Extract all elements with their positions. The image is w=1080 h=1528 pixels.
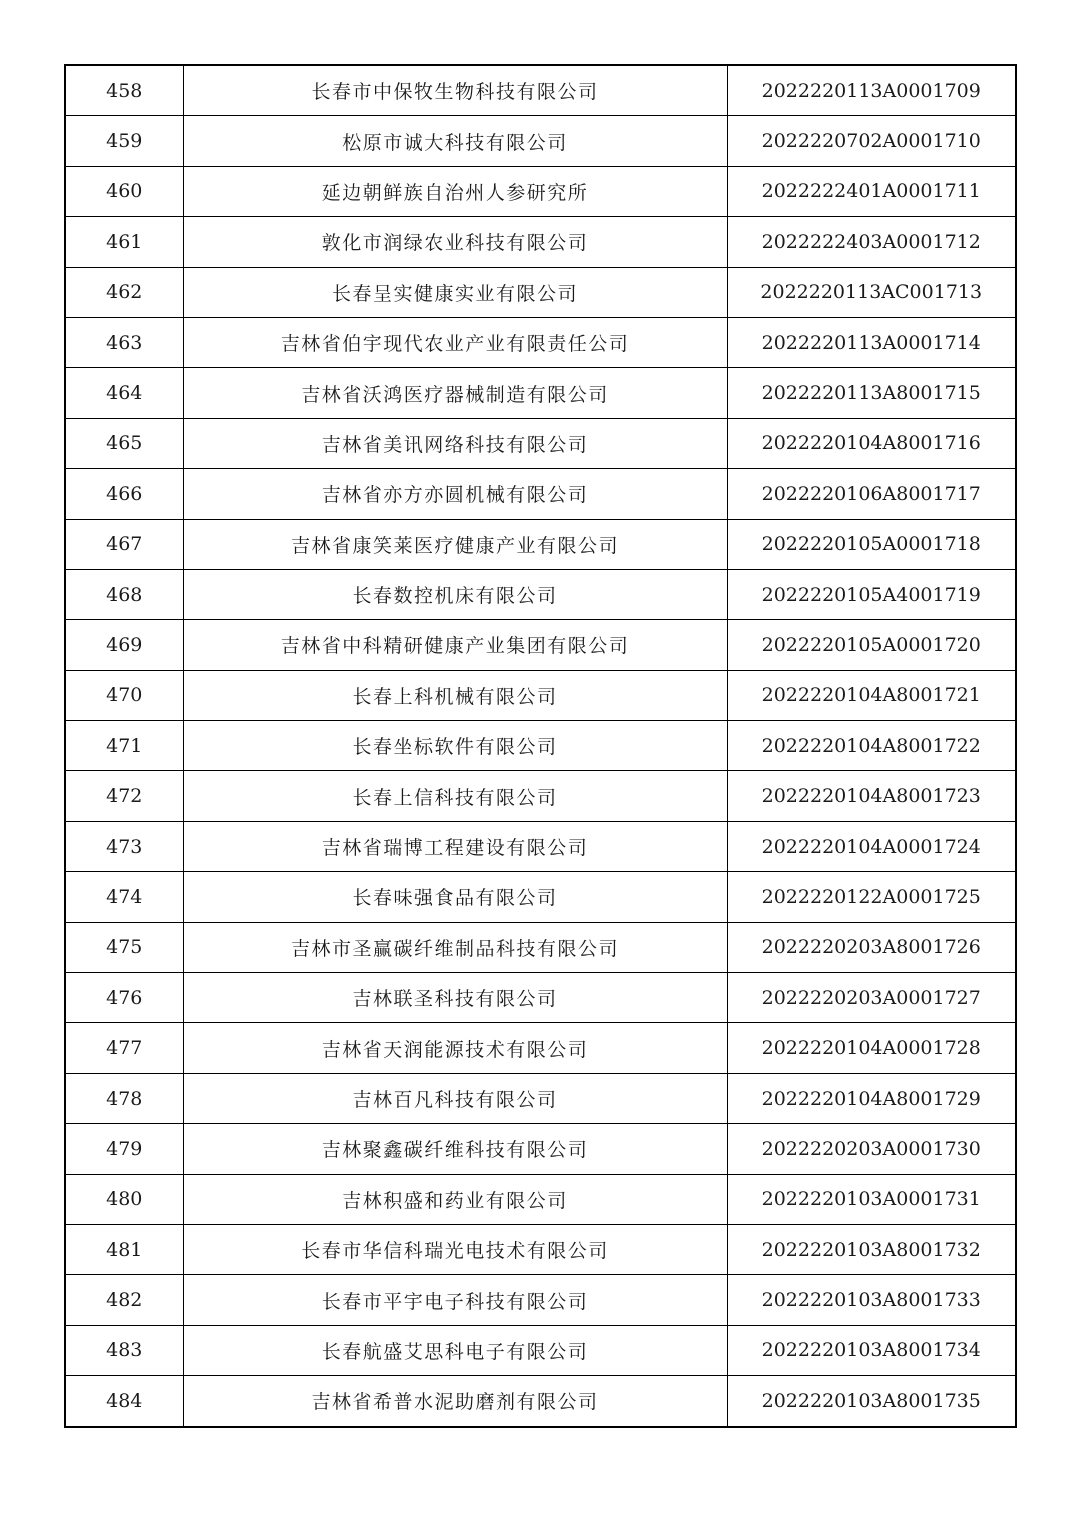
registration-code-cell: 2022220122A0001725: [727, 872, 1016, 922]
company-name-cell: 松原市诚大科技有限公司: [183, 116, 727, 166]
table-row: [65, 65, 1016, 116]
row-number-cell: 482: [65, 1275, 183, 1325]
table-row: [65, 317, 1016, 367]
company-name-cell: 吉林聚鑫碳纤维科技有限公司: [183, 1124, 727, 1174]
table-row: [65, 166, 1016, 216]
row-number-cell: 480: [65, 1174, 183, 1224]
company-name-cell: 长春市中保牧生物科技有限公司: [183, 65, 727, 116]
company-name-cell: 吉林省亦方亦圆机械有限公司: [183, 469, 727, 519]
table-row: [65, 116, 1016, 166]
company-registry-table: [64, 64, 1017, 1428]
table-row: [65, 368, 1016, 418]
company-name-cell: 长春上信科技有限公司: [183, 771, 727, 821]
row-number-cell: 470: [65, 670, 183, 720]
registration-code-cell: 2022220104A8001721: [727, 670, 1016, 720]
table-row: [65, 569, 1016, 619]
registration-code-cell: 2022220113A0001714: [727, 317, 1016, 367]
company-name-cell: 延边朝鲜族自治州人参研究所: [183, 166, 727, 216]
company-name-cell: 长春坐标软件有限公司: [183, 721, 727, 771]
table-row: [65, 1073, 1016, 1123]
table-row: [65, 519, 1016, 569]
registration-code-cell: 2022220103A8001735: [727, 1376, 1016, 1427]
table-row: [65, 1325, 1016, 1375]
table-row: [65, 872, 1016, 922]
company-name-cell: 吉林联圣科技有限公司: [183, 973, 727, 1023]
registration-code-cell: 2022220103A8001733: [727, 1275, 1016, 1325]
company-name-cell: 长春上科机械有限公司: [183, 670, 727, 720]
row-number-cell: 483: [65, 1325, 183, 1375]
registration-code-cell: 2022220104A8001722: [727, 721, 1016, 771]
table-row: [65, 922, 1016, 972]
row-number-cell: 474: [65, 872, 183, 922]
registration-code-cell: 2022220105A0001718: [727, 519, 1016, 569]
registration-code-cell: 2022220104A8001723: [727, 771, 1016, 821]
table-body: [65, 65, 1016, 1427]
row-number-cell: 461: [65, 217, 183, 267]
table-row: [65, 217, 1016, 267]
company-name-cell: 长春呈实健康实业有限公司: [183, 267, 727, 317]
company-name-cell: 吉林省天润能源技术有限公司: [183, 1023, 727, 1073]
company-name-cell: 长春味强食品有限公司: [183, 872, 727, 922]
registration-code-cell: 2022220203A8001726: [727, 922, 1016, 972]
registration-code-cell: 2022220203A0001730: [727, 1124, 1016, 1174]
registration-code-cell: 2022220104A8001716: [727, 418, 1016, 468]
row-number-cell: 476: [65, 973, 183, 1023]
registration-code-cell: 2022220103A8001734: [727, 1325, 1016, 1375]
table-row: [65, 721, 1016, 771]
row-number-cell: 466: [65, 469, 183, 519]
row-number-cell: 462: [65, 267, 183, 317]
registration-code-cell: 2022220113A0001709: [727, 65, 1016, 116]
row-number-cell: 471: [65, 721, 183, 771]
registration-code-cell: 2022222403A0001712: [727, 217, 1016, 267]
registration-code-cell: 2022220103A8001732: [727, 1224, 1016, 1274]
registration-code-cell: 2022220203A0001727: [727, 973, 1016, 1023]
row-number-cell: 463: [65, 317, 183, 367]
table-row: [65, 670, 1016, 720]
table-row: [65, 418, 1016, 468]
company-name-cell: 敦化市润绿农业科技有限公司: [183, 217, 727, 267]
company-name-cell: 吉林积盛和药业有限公司: [183, 1174, 727, 1224]
registration-code-cell: 2022220104A0001724: [727, 821, 1016, 871]
registration-code-cell: 2022222401A0001711: [727, 166, 1016, 216]
table-row: [65, 1174, 1016, 1224]
row-number-cell: 464: [65, 368, 183, 418]
row-number-cell: 473: [65, 821, 183, 871]
company-name-cell: 吉林省伯宇现代农业产业有限责任公司: [183, 317, 727, 367]
company-name-cell: 吉林省瑞博工程建设有限公司: [183, 821, 727, 871]
row-number-cell: 477: [65, 1023, 183, 1073]
table-row: [65, 821, 1016, 871]
table-row: [65, 1124, 1016, 1174]
company-name-cell: 吉林省希普水泥助磨剂有限公司: [183, 1376, 727, 1427]
row-number-cell: 459: [65, 116, 183, 166]
company-name-cell: 长春市平宇电子科技有限公司: [183, 1275, 727, 1325]
company-name-cell: 长春市华信科瑞光电技术有限公司: [183, 1224, 727, 1274]
registration-code-cell: 2022220105A0001720: [727, 620, 1016, 670]
row-number-cell: 475: [65, 922, 183, 972]
registration-code-cell: 2022220104A0001728: [727, 1023, 1016, 1073]
company-name-cell: 吉林市圣赢碳纤维制品科技有限公司: [183, 922, 727, 972]
row-number-cell: 460: [65, 166, 183, 216]
registration-code-cell: 2022220106A8001717: [727, 469, 1016, 519]
table-row: [65, 1275, 1016, 1325]
table-row: [65, 469, 1016, 519]
registration-code-cell: 2022220702A0001710: [727, 116, 1016, 166]
row-number-cell: 484: [65, 1376, 183, 1427]
row-number-cell: 469: [65, 620, 183, 670]
table-row: [65, 1376, 1016, 1427]
row-number-cell: 465: [65, 418, 183, 468]
registration-code-cell: 2022220105A4001719: [727, 569, 1016, 619]
row-number-cell: 481: [65, 1224, 183, 1274]
company-name-cell: 长春数控机床有限公司: [183, 569, 727, 619]
table-row: [65, 1023, 1016, 1073]
row-number-cell: 472: [65, 771, 183, 821]
table-row: [65, 973, 1016, 1023]
table-row: [65, 620, 1016, 670]
table-row: [65, 267, 1016, 317]
row-number-cell: 458: [65, 65, 183, 116]
company-name-cell: 吉林省康笑莱医疗健康产业有限公司: [183, 519, 727, 569]
table-row: [65, 1224, 1016, 1274]
row-number-cell: 467: [65, 519, 183, 569]
registration-code-cell: 2022220113A8001715: [727, 368, 1016, 418]
company-name-cell: 吉林省美讯网络科技有限公司: [183, 418, 727, 468]
company-name-cell: 吉林省中科精研健康产业集团有限公司: [183, 620, 727, 670]
registration-code-cell: 2022220113AC001713: [727, 267, 1016, 317]
registration-code-cell: 2022220104A8001729: [727, 1073, 1016, 1123]
row-number-cell: 468: [65, 569, 183, 619]
company-name-cell: 吉林百凡科技有限公司: [183, 1073, 727, 1123]
company-name-cell: 吉林省沃鸿医疗器械制造有限公司: [183, 368, 727, 418]
registration-code-cell: 2022220103A0001731: [727, 1174, 1016, 1224]
table-row: [65, 771, 1016, 821]
row-number-cell: 478: [65, 1073, 183, 1123]
company-name-cell: 长春航盛艾思科电子有限公司: [183, 1325, 727, 1375]
row-number-cell: 479: [65, 1124, 183, 1174]
